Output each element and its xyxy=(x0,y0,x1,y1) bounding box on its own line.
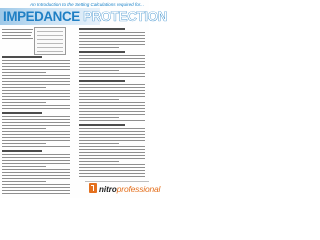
text-line xyxy=(79,140,145,141)
text-line xyxy=(79,55,145,56)
text-line xyxy=(79,155,145,156)
text-line xyxy=(2,128,46,129)
text-line xyxy=(79,44,145,45)
text-line xyxy=(2,181,46,182)
text-line xyxy=(2,105,70,106)
text-line xyxy=(2,72,46,73)
text-line xyxy=(2,99,70,100)
text-line xyxy=(79,90,145,91)
text-line xyxy=(2,134,70,135)
text-line xyxy=(2,63,70,64)
text-line xyxy=(2,116,70,117)
text-line xyxy=(79,173,145,174)
text-line xyxy=(79,117,119,118)
logo-part-1: nitro xyxy=(99,185,117,194)
text-line xyxy=(79,58,145,59)
text-line xyxy=(79,67,145,68)
text-line xyxy=(2,175,70,176)
text-line xyxy=(2,87,46,88)
text-line xyxy=(79,64,145,65)
text-line xyxy=(2,184,70,185)
text-line xyxy=(79,146,145,147)
text-line xyxy=(2,60,70,61)
text-line xyxy=(2,78,70,79)
text-line xyxy=(2,125,70,126)
text-line xyxy=(79,149,145,150)
text-line xyxy=(79,120,145,121)
text-line xyxy=(79,137,145,138)
text-line xyxy=(2,137,70,138)
text-line xyxy=(2,81,70,82)
section-heading xyxy=(2,56,42,58)
text-line xyxy=(2,32,32,33)
text-line xyxy=(2,166,46,167)
text-line xyxy=(79,38,145,39)
text-line xyxy=(2,131,70,132)
text-line xyxy=(79,176,145,177)
text-line xyxy=(2,29,33,30)
text-line xyxy=(2,38,33,39)
text-line xyxy=(2,193,70,194)
text-line xyxy=(2,102,46,103)
text-line xyxy=(2,108,70,109)
text-line xyxy=(2,178,70,179)
text-line xyxy=(79,128,145,129)
text-line xyxy=(79,61,145,62)
text-line xyxy=(2,160,70,161)
text-line xyxy=(2,119,70,120)
section-heading xyxy=(2,150,42,152)
section-heading xyxy=(2,112,42,114)
logo-part-2: professional xyxy=(116,184,161,194)
text-line xyxy=(79,105,145,106)
body-text xyxy=(0,0,149,198)
text-line xyxy=(79,134,145,135)
text-line xyxy=(2,90,70,91)
section-heading xyxy=(79,80,125,82)
text-line xyxy=(79,102,145,103)
title-part-1: IMPEDANCE xyxy=(3,9,80,24)
text-line xyxy=(79,41,145,42)
text-line xyxy=(79,170,145,171)
text-line xyxy=(79,158,145,159)
text-line xyxy=(2,69,70,70)
text-line xyxy=(2,84,70,85)
section-heading xyxy=(79,51,125,53)
text-line xyxy=(79,164,145,165)
text-line xyxy=(79,111,145,112)
text-line xyxy=(79,84,145,85)
text-line xyxy=(79,131,145,132)
text-line xyxy=(2,154,70,155)
text-line xyxy=(79,108,145,109)
nitro-badge-icon xyxy=(89,183,97,193)
section-heading xyxy=(79,124,125,126)
nitro-logo xyxy=(99,183,160,195)
text-line xyxy=(2,146,70,147)
text-line xyxy=(79,161,119,162)
section-heading xyxy=(79,28,125,30)
text-line xyxy=(79,73,145,74)
text-line xyxy=(79,167,145,168)
text-line xyxy=(79,32,145,33)
footer-rule xyxy=(85,181,149,182)
text-line xyxy=(2,190,70,191)
text-line xyxy=(2,187,70,188)
text-line xyxy=(2,35,31,36)
text-line xyxy=(79,93,145,94)
text-line xyxy=(79,35,145,36)
text-line xyxy=(2,96,70,97)
text-line xyxy=(79,143,119,144)
text-line xyxy=(2,140,70,141)
text-line xyxy=(2,157,70,158)
text-line xyxy=(79,47,119,48)
document-page xyxy=(0,0,167,198)
text-line xyxy=(2,75,70,76)
text-line xyxy=(2,93,70,94)
text-line xyxy=(79,96,145,97)
text-line xyxy=(2,122,70,123)
text-line xyxy=(79,152,145,153)
text-line xyxy=(79,99,119,100)
intro-line: An Introduction to the Setting Calculations required for... xyxy=(30,2,144,7)
text-line xyxy=(2,163,70,164)
text-line xyxy=(79,87,145,88)
text-line xyxy=(2,66,70,67)
title-part-2: PROTECTION xyxy=(79,9,167,24)
text-line xyxy=(79,114,145,115)
text-line xyxy=(79,70,119,71)
text-line xyxy=(2,143,46,144)
text-line xyxy=(2,172,70,173)
text-line xyxy=(2,169,70,170)
text-line xyxy=(79,76,145,77)
